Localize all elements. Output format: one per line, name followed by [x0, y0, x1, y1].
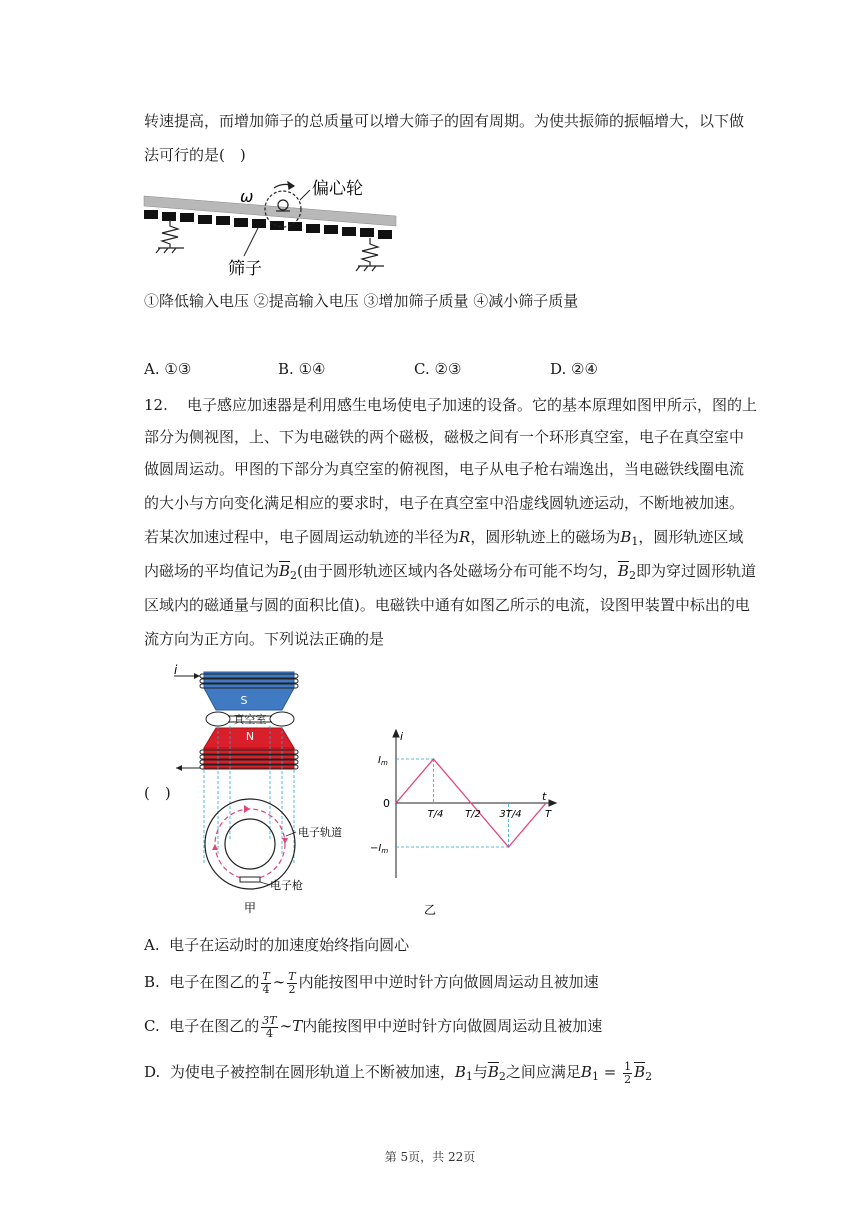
q11-intro-line1: 转速提高，而增加筛子的总质量可以增大筛子的固有周期。为使共振筛的振幅增大，以下做	[144, 112, 745, 130]
q12-line8: 流方向为正方向。下列说法正确的是	[144, 630, 385, 648]
axis-i-label: i	[400, 730, 404, 743]
figure-yi-chart	[366, 728, 562, 918]
pole-n-label: N	[245, 730, 255, 743]
tick-label: T/4	[427, 809, 444, 820]
vacuum-label: 真空室	[233, 713, 267, 726]
q11-intro-line2: 法可行的是( )	[144, 146, 246, 164]
fig-yi-caption: 乙	[423, 903, 437, 917]
q12-line2: 部分为侧视图，上、下为电磁铁的两个磁极，磁极之间有一个环形真空室，电子在真空室中	[144, 428, 745, 446]
orbit-label: 电子轨道	[298, 826, 342, 839]
chart-axes	[393, 730, 556, 878]
q12-line5: 若某次加速过程中，电子圆周运动轨迹的半径为R，圆形轨迹上的磁场为$B_1$，圆形轨迹区域	[144, 528, 744, 548]
q12-line3: 做圆周运动。甲图的下部分为真空室的俯视图，电子从电子枪右端逸出，当电磁铁线圈电流	[144, 460, 745, 478]
neg-im-label: $-I_m$	[370, 843, 389, 855]
tick-label: T/2	[465, 809, 481, 820]
spring-right	[356, 238, 384, 271]
q11-choices-list: ①降低输入电压 ②提高输入电压 ③增加筛子质量 ④减小筛子质量	[144, 292, 579, 310]
sieve-figure	[140, 172, 410, 280]
q12-line6: 内磁场的平均值记为$\overline{B}_2$(由于圆形轨迹区域内各处磁场分布可能不均匀，$\overline{B}_2$即为穿过圆形轨道	[144, 562, 756, 582]
q11-option-c[interactable]: C. ②③	[414, 360, 462, 378]
origin-label: 0	[383, 797, 390, 810]
q12-answer-blank: ( )	[144, 784, 171, 802]
q11-option-d[interactable]: D. ②④	[550, 360, 598, 378]
bottom-pole-n	[176, 728, 298, 771]
fig-jia-caption: 甲	[243, 901, 257, 915]
im-label: $I_m$	[378, 755, 388, 767]
q11-option-a[interactable]: A. ①③	[144, 360, 192, 378]
figure-jia	[170, 664, 350, 920]
gun-label: 电子枪	[270, 879, 303, 892]
q11-option-b[interactable]: B. ①④	[278, 360, 326, 378]
q12-line7: 区域内的磁通量与圆的面积比值)。电磁铁中通有如图乙所示的电流，设图甲装置中标出的电	[144, 596, 750, 614]
eccentric-wheel	[265, 182, 301, 227]
question-number: 12.	[144, 396, 168, 414]
q12-line4: 的大小与方向变化满足相应的要求时，电子在真空室中沿虚线圆轨迹运动，不断地被加速。	[144, 494, 745, 512]
omega-label: ω	[240, 187, 254, 206]
vacuum-chamber-top	[205, 799, 295, 889]
tick-label: 3T/4	[499, 809, 522, 820]
tick-label: T	[544, 809, 552, 820]
pole-s-label: S	[240, 694, 248, 707]
page-footer: 第 5页，共 22页	[384, 1150, 476, 1164]
current-label: i	[174, 664, 178, 677]
axis-t-label: t	[542, 790, 547, 803]
eccentric-label: 偏心轮	[312, 179, 363, 199]
top-pole-s	[174, 664, 298, 710]
q12-line1: 12. 电子感应加速器是利用感生电场使电子加速的设备。它的基本原理如图甲所示，图的上	[144, 396, 757, 414]
spring-left	[156, 220, 184, 253]
q12-option-b[interactable]: B. 电子在图乙的 $\frac{T}{4}$ ∼ $\frac{T}{2}$ 内能按图甲中逆时针方向做圆周运动且被加速	[144, 969, 599, 996]
q12-option-c[interactable]: C. 电子在图乙的 $\frac{3T}{4}$ ∼T内能按图甲中逆时针方向做圆周运动且被加速	[144, 1013, 603, 1040]
q12-option-d[interactable]: D. 为使电子被控制在圆形轨道上不断被加速，$B_1$与$\overline{B}_2$之间应满足$B_1$ = $\frac{1}{2}$ $\overline{B}_2$	[144, 1059, 653, 1086]
sieve-label: 筛子	[228, 259, 262, 279]
q12-option-a[interactable]: A. 电子在运动时的加速度始终指向圆心	[144, 936, 410, 954]
